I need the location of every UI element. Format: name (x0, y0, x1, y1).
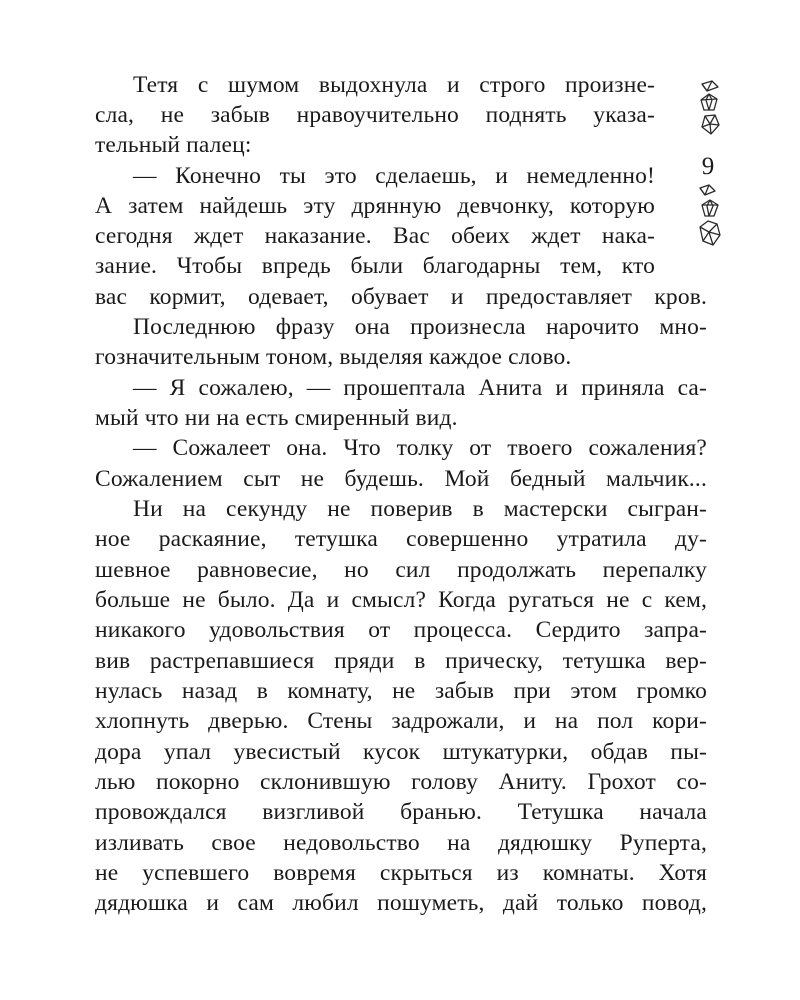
text-line: больше не было. Да и смысл? Когда ругаться не с кем, (95, 587, 707, 613)
text-line: изливать свое недовольство на дядюшку Руперта, (95, 830, 707, 856)
text-line: нулась назад в комнату, не забыв при этом громко (95, 678, 707, 704)
text-line: хлопнуть дверью. Стены задрожали, и на пол кори- (95, 708, 707, 734)
text-line: тельный палец: (95, 132, 252, 158)
text-line: — Конечно ты это сделаешь, и немедленно! (133, 163, 655, 189)
text-line: Ни на секунду не поверив в мастерски сыгран- (133, 496, 707, 522)
text-line: — Сожалеет она. Что толку от твоего сожаления? (133, 435, 707, 461)
text-line: вас кормит, одевает, обувает и предоставляет кров. (95, 284, 707, 310)
text-line: сла, не забыв нравоучительно поднять указа- (95, 102, 655, 128)
text-line: ное раскаяние, тетушка совершенно утратила ду- (95, 526, 707, 552)
text-line: А затем найдешь эту дрянную девчонку, которую (95, 193, 655, 219)
text-line: дядюшка и сам любил пошуметь, дай только повод, (95, 890, 707, 916)
text-line: сегодня ждет наказание. Вас обеих ждет нака- (95, 223, 655, 249)
text-line: Сожалением сыт не будешь. Мой бедный мальчик... (95, 466, 707, 492)
text-line: мый что ни на есть смиренный вид. (95, 405, 458, 431)
text-line: Тетя с шумом выдохнула и строго произне- (133, 72, 655, 98)
text-line: гозначительным тоном, выделяя каждое слово. (95, 344, 572, 370)
text-line: шевное равновесие, но сил продолжать перепалку (95, 557, 707, 583)
crystals-ornament-icon (693, 78, 725, 140)
text-line: — Я сожалею, — прошептала Анита и приняла са- (133, 375, 707, 401)
text-line: Последнюю фразу она произнесла нарочито мно- (133, 314, 707, 340)
text-line: никакого удовольствия от процесса. Сердито запра- (95, 617, 707, 643)
crystals-ornament-icon (693, 183, 725, 249)
text-line: не успевшего вовремя скрыться из комнаты. Хотя (95, 860, 707, 886)
text-line: дора упал увесистый кусок штукатурки, обдав пы- (95, 739, 707, 765)
page-number: 9 (701, 153, 715, 180)
text-line: зание. Чтобы впредь были благодарны тем, кто (95, 253, 655, 279)
text-line: провождался визгливой бранью. Тетушка начала (95, 799, 707, 825)
text-line: лью покорно склонившую голову Аниту. Грохот со- (95, 769, 707, 795)
text-line: вив растрепавшиеся пряди в прическу, тетушка вер- (95, 648, 707, 674)
